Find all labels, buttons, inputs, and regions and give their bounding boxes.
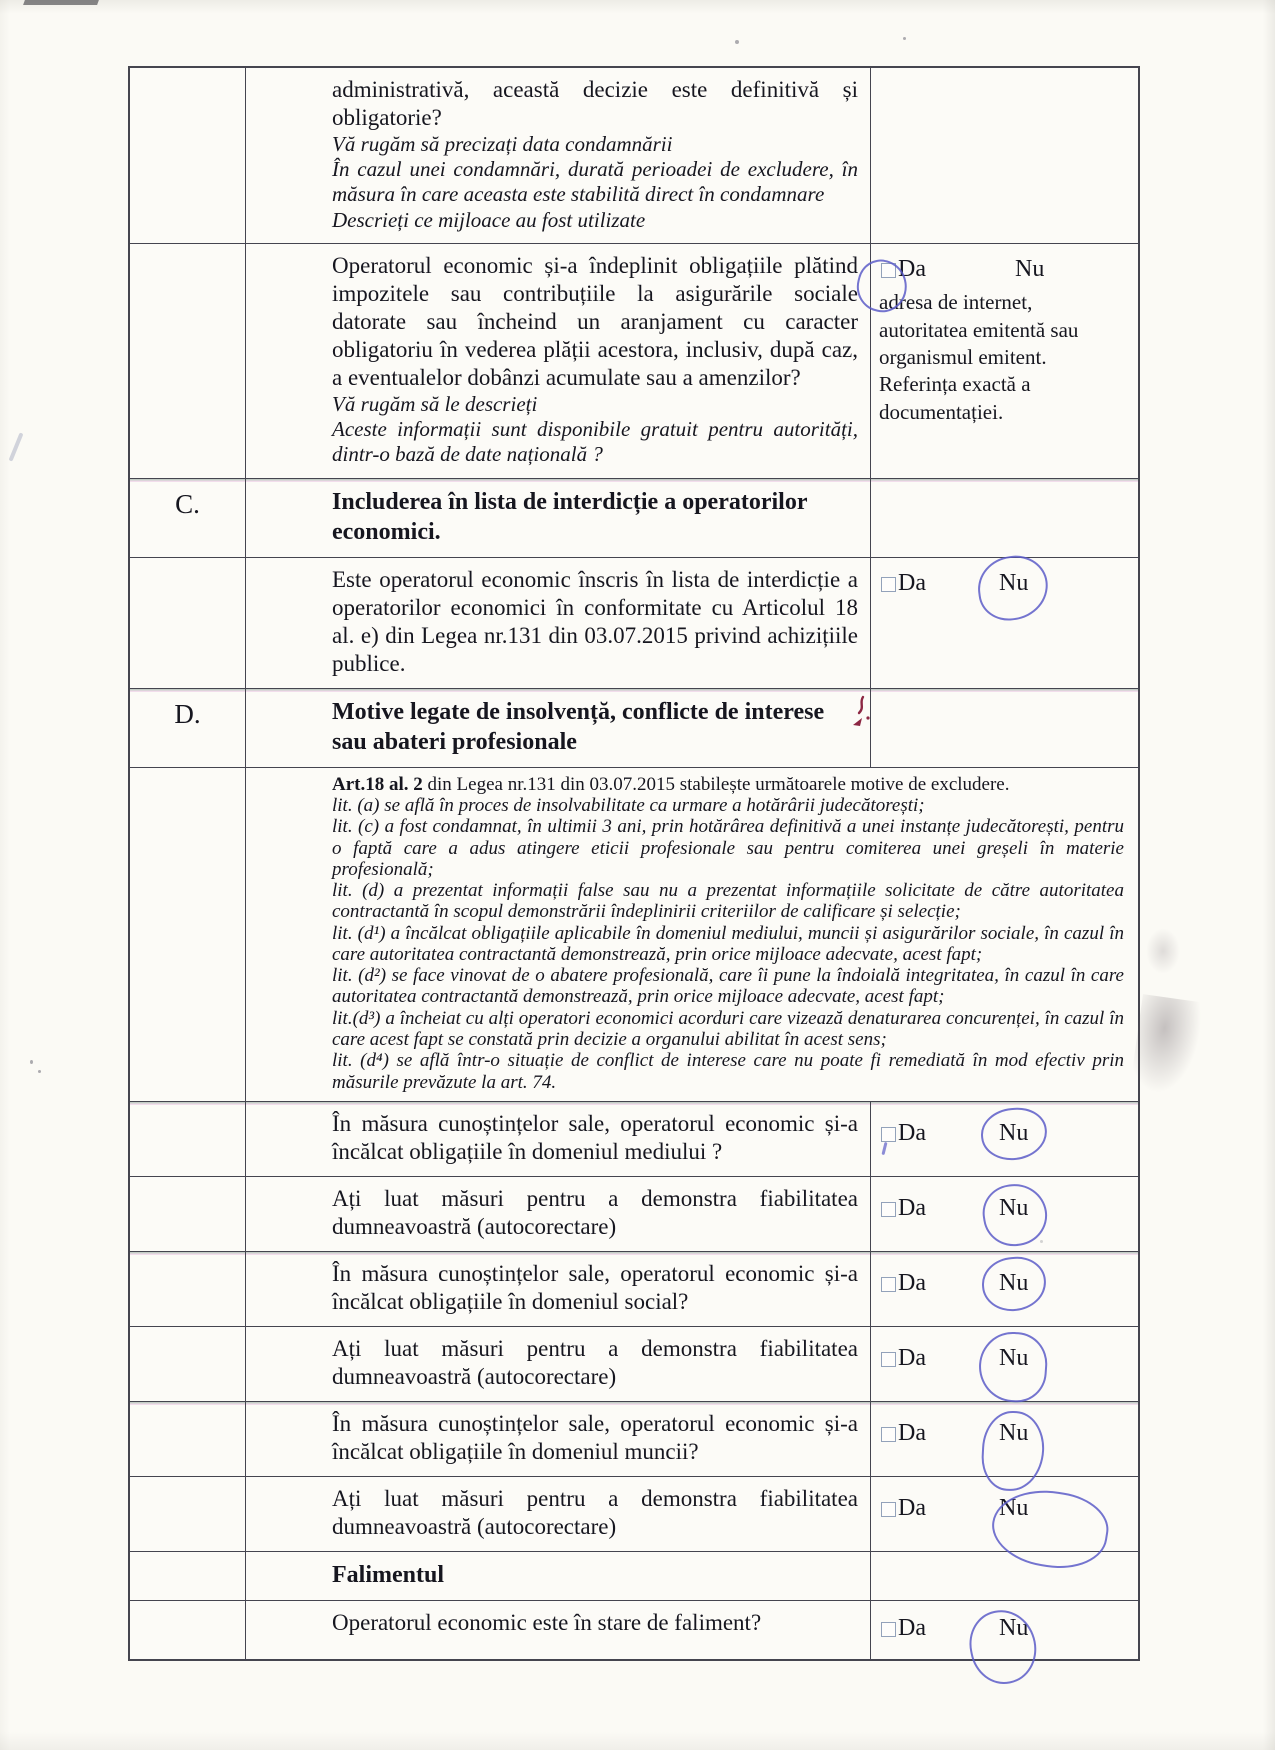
answer-cell-empty — [870, 689, 1138, 767]
answer-cell-empty — [870, 1552, 1138, 1600]
question-text: administrativă, această decizie este definitivă și obligatorie? — [332, 77, 858, 131]
answer-cell — [870, 558, 1138, 688]
checkbox-icon — [881, 1277, 896, 1292]
section-title-cell — [246, 689, 870, 767]
answer-da: Da — [881, 1420, 926, 1448]
question-text: Operatorul economic și-a îndeplinit obligațiile plătind impozitele sau contribuțiile la asigurările sociale datorate sau încheind un aranjament cu caracter obligatoriu în vederea plății acestora, inclusiv, după caz, a eventualelor dobânzi acumulate sau a amenzilor? — [332, 252, 858, 391]
art18-item: lit. (d²) se face vinovat de o abatere profesională, care îi pune la îndoială integritatea, în cazul în care autoritatea contractantă demonstrează, prin orice mijloace adecvate, acest fapt; — [332, 965, 1124, 1008]
answer-da: Da — [881, 256, 926, 284]
art18-item: lit. (c) a fost condamnat, în ultimii 3 ani, prin hotărârea definitivă a unei instanțe judecătorești, pentru o faptă care a adus atingere eticii profesionale sau pentru comiterea unei greșeli în materie profesională; — [332, 816, 1124, 880]
section-label-cell-empty — [130, 768, 246, 1101]
question-cell — [246, 558, 870, 688]
section-title: Motive legate de insolvență, conflicte de interese sau abateri profesionale — [332, 698, 825, 755]
checkbox-icon — [881, 1127, 896, 1142]
art18-item: lit. (d) a prezentat informații false sau nu a prezentat informațiile solicitate de către autoritatea contractantă în scopul demonstrării îndeplinirii criteriilor de calificare și selecție; — [332, 880, 1124, 923]
table-row-question-selfcleaning — [130, 1176, 1138, 1251]
answer-options — [879, 1187, 1132, 1223]
scan-speck — [735, 40, 739, 44]
section-label-cell — [130, 689, 246, 767]
table-row-question-social — [130, 1251, 1138, 1326]
question-text: În măsura cunoștințelor sale, operatorul economic și-a încălcat obligațiile în domeniul muncii? — [332, 1411, 858, 1465]
answer-da: Da — [881, 570, 926, 598]
answer-da: Da — [881, 1120, 926, 1148]
table-row-question-bankruptcy — [130, 1600, 1138, 1659]
answer-da: Da — [881, 1495, 926, 1523]
answer-da: Da — [881, 1270, 926, 1298]
answer-nu: Nu — [996, 1345, 1031, 1373]
question-text: Ați luat măsuri pentru a demonstra fiabilitatea dumneavoastră (autocorectare) — [332, 1185, 858, 1239]
section-label-cell-empty — [130, 1552, 246, 1600]
section-title-cell — [246, 1552, 870, 1600]
table-row-question-selfcleaning — [130, 1476, 1138, 1551]
answer-da: Da — [881, 1195, 926, 1223]
hint-text: Aceste informații sunt disponibile gratuit pentru autorități, dintr-o bază de date națională ? — [332, 417, 858, 467]
question-text: Este operatorul economic înscris în lista de interdicție a operatorilor economici în conformitate cu Articolul 18 al. e) din Legea nr.131 din 03.07.2015 privind achizițiile publice. — [332, 566, 858, 676]
hint-text: Descrieți ce mijloace au fost utilizate — [332, 207, 646, 232]
section-label-cell-empty — [130, 1252, 246, 1326]
answer-nu: Nu — [996, 1120, 1031, 1148]
question-text: Ați luat măsuri pentru a demonstra fiabilitatea dumneavoastră (autocorectare) — [332, 1486, 858, 1540]
question-text: Operatorul economic este în stare de faliment? — [332, 1610, 762, 1636]
answer-nu: Nu — [1014, 255, 1045, 282]
answer-cell — [870, 1102, 1138, 1176]
table-row-section-d — [130, 688, 1138, 767]
scan-speck — [30, 1060, 33, 1064]
question-cell — [246, 68, 870, 243]
answer-options — [879, 1487, 1132, 1523]
answer-info-text: adresa de internet, autoritatea emitentă sau organismul emitent. Referința exactă a documentației. — [879, 290, 1079, 424]
answer-options — [879, 1611, 1132, 1643]
section-label-cell-empty — [130, 244, 246, 478]
answer-cell-empty — [870, 479, 1138, 557]
table-row-question-selfcleaning — [130, 1326, 1138, 1401]
question-cell — [246, 1327, 870, 1401]
hint-text: În cazul unei condamnări, durată perioadei de excludere, în măsura în care aceasta este stabilită direct în condamnare — [332, 157, 858, 207]
table-row-falimentul-header — [130, 1551, 1138, 1600]
checkbox-icon — [881, 577, 896, 592]
section-label: C. — [175, 488, 200, 519]
answer-cell-empty — [870, 68, 1138, 243]
section-title: Includerea în lista de interdicție a operatorilor economici. — [332, 488, 808, 545]
table-row-question-labour — [130, 1401, 1138, 1476]
section-label-cell-empty — [130, 1601, 246, 1659]
question-cell — [246, 1102, 870, 1176]
art18-item: lit. (a) se află în proces de insolvabilitate ca urmare a hotărârii judecătorești; — [332, 795, 925, 817]
answer-options — [879, 254, 1132, 284]
red-pen-squiggle — [848, 694, 876, 732]
art18-item: lit. (d⁴) se află într-o situație de conflict de interese care nu poate fi remediată în mod efectiv prin măsurile prevăzute la art. 74. — [332, 1050, 1124, 1093]
checkbox-icon — [881, 1352, 896, 1367]
answer-da: Da — [881, 1345, 926, 1373]
question-cell — [246, 1177, 870, 1251]
section-label-cell-empty — [130, 1477, 246, 1551]
question-cell — [246, 1601, 870, 1659]
answer-cell — [870, 1177, 1138, 1251]
art18-intro: Art.18 al. 2 din Legea nr.131 din 03.07.2015 stabilește următoarele motive de excludere. — [332, 773, 1010, 795]
scan-margin-mark — [9, 432, 24, 461]
scan-speck — [903, 37, 906, 40]
answer-cell — [870, 244, 1138, 478]
answer-nu: Nu — [996, 1195, 1031, 1223]
question-cell — [246, 1402, 870, 1476]
checkbox-icon — [881, 263, 896, 278]
answer-cell — [870, 1601, 1138, 1659]
section-label-cell-empty — [130, 1402, 246, 1476]
section-label-cell — [130, 479, 246, 557]
checkbox-icon — [881, 1427, 896, 1442]
answer-cell — [870, 1477, 1138, 1551]
section-title-cell — [246, 479, 870, 557]
checkbox-icon — [881, 1202, 896, 1217]
scan-smudge — [1146, 928, 1180, 974]
answer-nu: Nu — [996, 570, 1031, 598]
answer-options — [879, 568, 1132, 598]
section-label-cell-empty — [130, 558, 246, 688]
table-row-blacklist — [130, 557, 1138, 688]
question-text: Ați luat măsuri pentru a demonstra fiabilitatea dumneavoastră (autocorectare) — [332, 1336, 858, 1390]
question-cell — [246, 1477, 870, 1551]
question-text: În măsura cunoștințelor sale, operatorul economic și-a încălcat obligațiile în domeniul mediului ? — [332, 1110, 858, 1164]
answer-nu: Nu — [996, 1615, 1031, 1643]
scan-speck — [38, 1070, 41, 1073]
scan-speck — [1040, 1240, 1043, 1243]
table-row-section-c — [130, 478, 1138, 557]
answer-cell — [870, 1327, 1138, 1401]
hint-text: Vă rugăm să le descrieți — [332, 392, 538, 417]
answer-nu: Nu — [996, 1270, 1031, 1298]
table-row-prev-question — [130, 68, 1138, 243]
section-label-cell-empty — [130, 1102, 246, 1176]
section-label-cell-empty — [130, 1327, 246, 1401]
scan-edge-mark — [23, 0, 99, 5]
answer-options — [879, 1412, 1132, 1448]
answer-nu: Nu — [996, 1420, 1031, 1448]
art18-item: lit.(d³) a încheiat cu alți operatori economici acorduri care vizează denaturarea concurenței, în cazul în care acest fapt se constată prin decizie a organului abilitat în acest sens; — [332, 1007, 1124, 1051]
hint-text: Vă rugăm să precizați data condamnării — [332, 132, 673, 157]
scan-smudge — [1130, 994, 1205, 1098]
section-label-cell-empty — [130, 1177, 246, 1251]
checkbox-icon — [881, 1502, 896, 1517]
answer-cell — [870, 1252, 1138, 1326]
checkbox-icon — [881, 1622, 896, 1637]
table-row-art18 — [130, 767, 1138, 1101]
legal-text-cell — [246, 768, 1138, 1101]
answer-nu: Nu — [996, 1495, 1031, 1523]
art18-item: lit. (d¹) a încălcat obligațiile aplicabile în domeniul mediului, muncii și asigurărilor sociale, în cazul în care autoritatea contractantă demonstrează, prin orice mijloace adecvate, acest fapt; — [332, 922, 1124, 965]
question-cell — [246, 244, 870, 478]
section-label-cell-empty — [130, 68, 246, 243]
answer-options — [879, 1262, 1132, 1298]
table-row-tax-obligations — [130, 243, 1138, 478]
answer-options — [879, 1337, 1132, 1373]
question-cell — [246, 1252, 870, 1326]
answer-cell — [870, 1402, 1138, 1476]
table-row-question-environment — [130, 1101, 1138, 1176]
exclusion-grounds-table — [128, 66, 1140, 1661]
question-text: În măsura cunoștințelor sale, operatorul economic și-a încălcat obligațiile în domeniul social? — [332, 1261, 858, 1315]
answer-da: Da — [881, 1615, 926, 1643]
answer-options — [879, 1112, 1132, 1148]
subsection-title: Falimentul — [332, 1562, 444, 1589]
section-label: D. — [174, 698, 201, 729]
